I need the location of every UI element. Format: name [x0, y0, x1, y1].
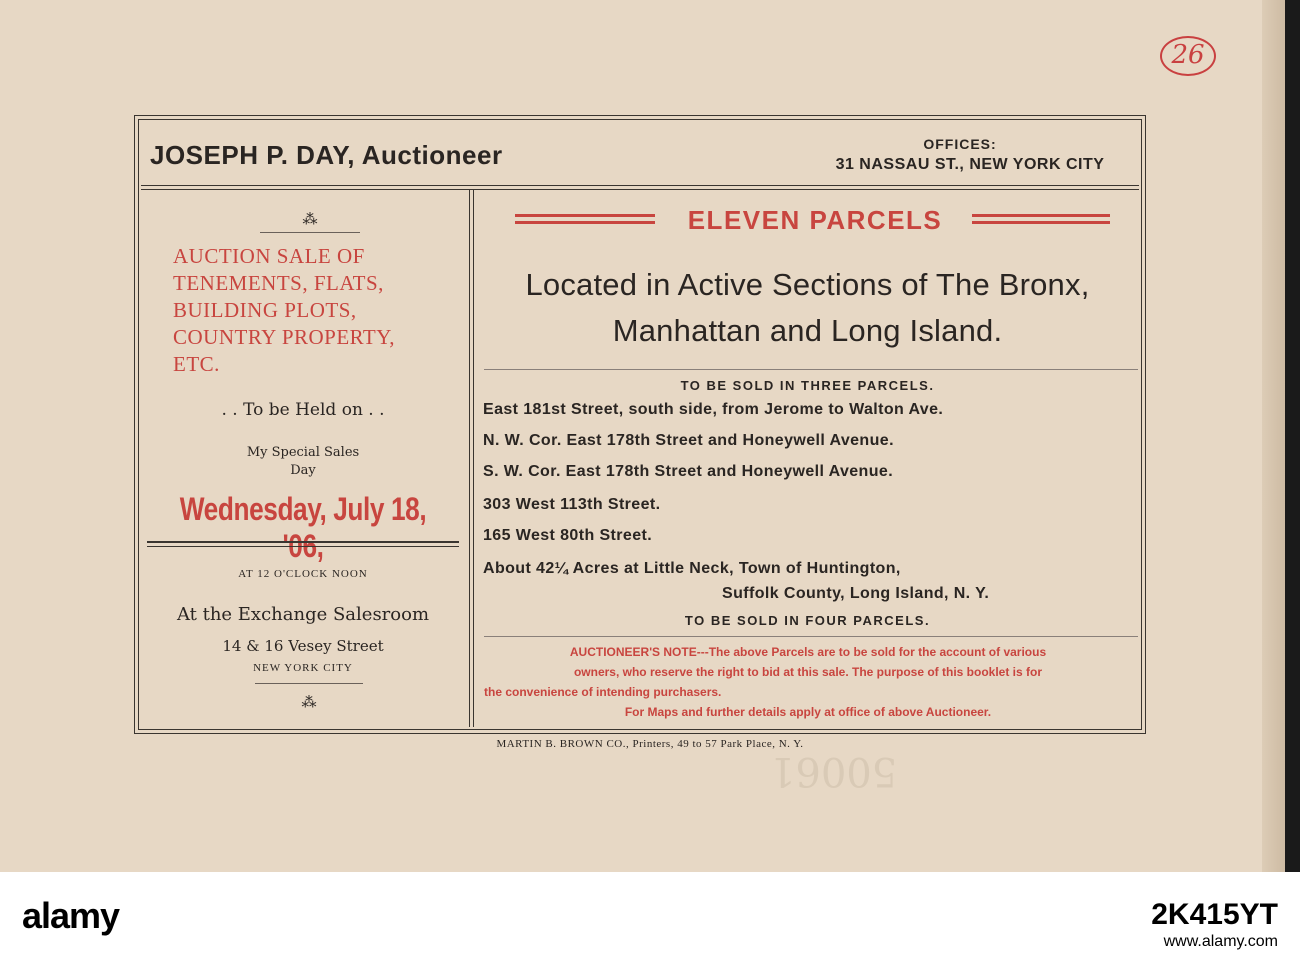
- special-sales-line: My Special Sales: [246, 445, 360, 460]
- heading-bar-left: [515, 214, 655, 217]
- venue-name: At the Exchange Salesroom: [176, 604, 430, 625]
- sale-title-line: COUNTRY PROPERTY,: [173, 325, 395, 349]
- ornament-rule: [255, 683, 363, 684]
- sale-time: AT 12 O'CLOCK NOON: [238, 568, 368, 580]
- sold-in-three-label: TO BE SOLD IN THREE PARCELS.: [680, 378, 935, 393]
- date-underline-thin: [147, 546, 459, 547]
- stock-url: www.alamy.com: [1163, 933, 1278, 950]
- sale-date: Wednesday, July 18,: [179, 491, 427, 527]
- sale-title-line: AUCTION SALE OF: [173, 244, 365, 268]
- bleed-through-number: 50061: [770, 748, 898, 794]
- parcel-item: 165 West 80th Street.: [483, 527, 653, 544]
- date-underline: [147, 541, 459, 543]
- booklet-spine: [1262, 0, 1285, 872]
- note-line: For Maps and further details apply at office of above Auctioneer.: [624, 705, 992, 719]
- parcel-item: N. W. Cor. East 178th Street and Honeywell Avenue.: [483, 432, 894, 449]
- location-headline-line: Manhattan and Long Island.: [612, 313, 1003, 348]
- venue-city: NEW YORK CITY: [253, 662, 353, 674]
- section-divider: [484, 636, 1138, 637]
- venue-street: 14 & 16 Vesey Street: [222, 637, 384, 655]
- heading-bar-right: [972, 221, 1110, 224]
- column-divider-double: [473, 190, 474, 727]
- fleuron-ornament: ⁂: [302, 210, 318, 228]
- sale-title-line: ETC.: [173, 352, 220, 376]
- stock-image-id: 2K415YT: [1151, 898, 1278, 931]
- parcel-item-continuation: Suffolk County, Long Island, N. Y.: [722, 585, 990, 602]
- note-line: AUCTIONEER'S NOTE---The above Parcels are to be sold for the account of various: [569, 645, 1047, 659]
- handwritten-page-number: 26: [1160, 36, 1216, 76]
- special-sales-day: [144, 444, 462, 480]
- ornament-rule: [260, 232, 360, 233]
- stock-logo: alamy: [22, 895, 120, 936]
- header-divider: [141, 185, 1139, 186]
- sold-in-four-label: TO BE SOLD IN FOUR PARCELS.: [684, 613, 931, 628]
- parcel-item: S. W. Cor. East 178th Street and Honeywell Avenue.: [483, 463, 894, 480]
- stock-watermark-strip: [0, 872, 1300, 962]
- heading-bar-left: [515, 221, 655, 224]
- parcel-item: East 181st Street, south side, from Jerome to Walton Ave.: [483, 401, 944, 418]
- column-divider: [469, 190, 470, 727]
- special-sales-line: Day: [290, 463, 316, 478]
- section-divider: [484, 369, 1138, 370]
- offices-address: 31 NASSAU ST., NEW YORK CITY: [835, 156, 1105, 173]
- sale-title-line: BUILDING PLOTS,: [173, 298, 357, 322]
- auctioneer-name: JOSEPH P. DAY, Auctioneer: [150, 140, 503, 170]
- fleuron-ornament: ⁂: [301, 693, 317, 711]
- note-line: owners, who reserve the right to bid at this sale. The purpose of this booklet is for: [573, 665, 1043, 679]
- note-line: the convenience of intending purchasers.: [484, 685, 722, 699]
- printer-credit: MARTIN B. BROWN CO., Printers, 49 to 57 Park Place, N. Y.: [496, 738, 804, 750]
- header-divider-double: [141, 189, 1139, 190]
- auctioneers-note: [482, 642, 1134, 722]
- heading-bar-right: [972, 214, 1110, 217]
- eleven-parcels-heading: ELEVEN PARCELS: [687, 205, 943, 235]
- sale-title: [173, 243, 463, 378]
- sale-title-line: TENEMENTS, FLATS,: [173, 271, 384, 295]
- to-be-held-text: . . To be Held on . .: [221, 400, 385, 420]
- location-headline: [475, 262, 1140, 354]
- parcel-item: 303 West 113th Street.: [483, 496, 661, 513]
- parcel-item: About 42¼ Acres at Little Neck, Town of Huntington,: [483, 560, 901, 577]
- location-headline-line: Located in Active Sections of The Bronx,: [525, 267, 1090, 302]
- offices-label: OFFICES:: [923, 136, 997, 152]
